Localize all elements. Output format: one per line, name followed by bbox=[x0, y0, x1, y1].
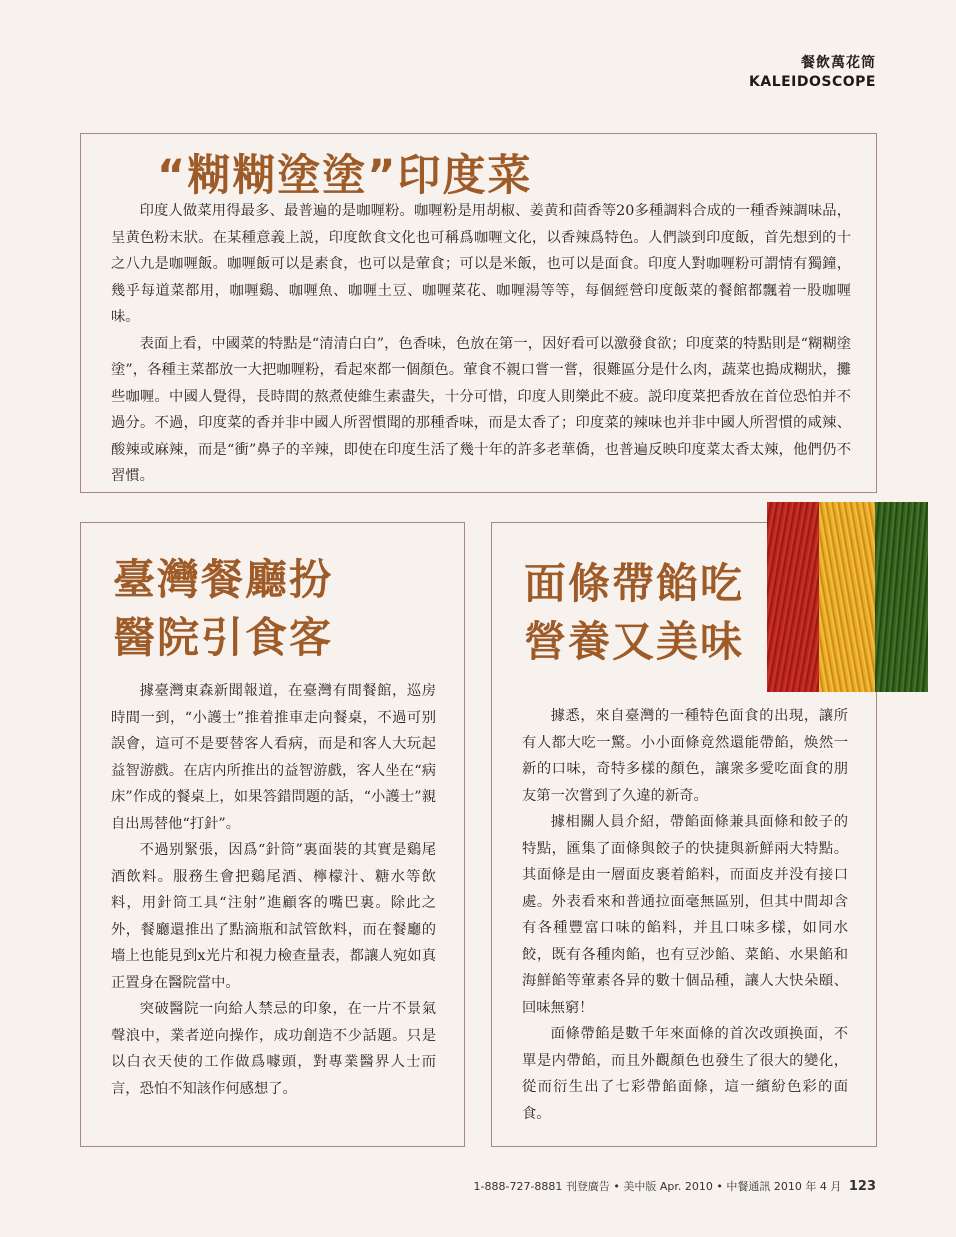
yellow-noodles bbox=[819, 502, 875, 692]
footer-info: 1-888-727-8881 刊登廣告 • 美中版 Apr. 2010 • 中餐通訊 2010 年 4 月 bbox=[473, 1180, 842, 1193]
section-name-english: KALEIDOSCOPE bbox=[749, 74, 876, 90]
paragraph: 表面上看，中國菜的特點是“清清白白”，色香味，色放在第一，因好看可以激發食欲；印度菜的特點則是“糊糊塗塗”，各種主菜都放一大把咖喱粉，看起來都一個顏色。葷食不親口嘗一嘗，很難區分是什么肉，蔬菜也搗成糊狀，攤些咖喱。中國人覺得，長時間的熬煮使維生素盡失，十分可惜，印度人則樂此不疲。説印度菜把香放在首位恐怕并不過分。不過，印度菜的香并非中國人所習慣聞的那種香味，而是太香了；印度菜的辣味也并非中國人所習慣的咸辣、酸辣或麻辣，而是“衝”鼻子的辛辣，即使在印度生活了幾十年的許多老華僑，也普遍反映印度菜太香太辣，他們仍不習慣。 bbox=[111, 335, 851, 484]
article-title: “糊糊塗塗”印度菜 bbox=[157, 151, 533, 201]
title-line: 營養又美味 bbox=[524, 617, 745, 666]
red-noodles bbox=[767, 502, 819, 692]
paragraph: 據悉，來自臺灣的一種特色面食的出現，讓所有人都大吃一驚。小小面條竟然還能帶餡，焕然一新的口味，奇特多樣的顏色，讓衆多愛吃面食的朋友第一次嘗到了久違的新奇。 bbox=[522, 708, 848, 804]
paragraph: 據相關人員介紹，帶餡面條兼具面條和餃子的特點，匯集了面條與餃子的快捷與新鮮兩大特點。其面條是由一層面皮裹着餡料，而面皮并没有接口處。外表看來和普通拉面毫無區别，但其中間却含有各種豐富口味的餡料，并且口味多樣，如同水餃，既有各種肉餡，也有豆沙餡、菜餡、水果餡和海鮮餡等葷素各异的數十個品種，讓人大快朵頤、回味無窮！ bbox=[522, 814, 848, 1016]
title-line: 臺灣餐廳扮 bbox=[113, 555, 334, 604]
article-body bbox=[522, 703, 848, 1127]
title-line: 面條帶餡吃 bbox=[524, 559, 745, 608]
page-footer bbox=[474, 1178, 876, 1194]
paragraph: 據臺灣東森新聞報道，在臺灣有間餐館，巡房時間一到，“小護士”推着推車走向餐桌，不過可别誤會，這可不是要替客人看病，而是和客人大玩起益智游戲。在店内所推出的益智游戲，客人坐在“病床”作成的餐桌上，如果答錯問題的話，“小護士”親自出馬替他“打針”。 bbox=[111, 683, 436, 832]
paragraph: 印度人做菜用得最多、最普遍的是咖喱粉。咖喱粉是用胡椒、姜黄和茴香等20多種調料合成的一種香辣調味品，呈黄色粉末狀。在某種意義上説，印度飲食文化也可稱爲咖喱文化，以香辣爲特色。人們談到印度飯，首先想到的十之八九是咖喱飯。咖喱飯可以是素食，也可以是葷食；可以是米飯，也可以是面食。印度人對咖喱粉可謂情有獨鐘，幾乎每道菜都用，咖喱鷄、咖喱魚、咖喱土豆、咖喱菜花、咖喱湯等等，每個經營印度飯菜的餐館都飄着一股咖喱味。 bbox=[111, 203, 851, 325]
section-header bbox=[749, 52, 876, 90]
page-number: 123 bbox=[848, 1179, 876, 1194]
article-hospital-restaurant bbox=[80, 522, 465, 1147]
paragraph: 不過别緊張，因爲“針筒”裏面裝的其實是鷄尾酒飲料。服務生會把鷄尾酒、檸檬汁、糖水等飲料，用針筒工具“注射”進顧客的嘴巴裏。除此之外，餐廳還推出了點滴瓶和試管飲料，而在餐廳的墻上也能見到x光片和視力檢查量表，都讓人宛如真正置身在醫院當中。 bbox=[111, 842, 436, 991]
article-indian-cuisine bbox=[80, 133, 877, 493]
green-noodles bbox=[875, 502, 928, 692]
paragraph: 突破醫院一向給人禁忌的印象，在一片不景氣聲浪中，業者逆向操作，成功創造不少話題。只是以白衣天使的工作做爲噱頭，對專業醫界人士而言，恐怕不知該作何感想了。 bbox=[111, 1001, 436, 1097]
article-body bbox=[111, 198, 851, 490]
paragraph: 面條帶餡是數千年來面條的首次改頭换面，不單是内帶餡，而且外觀顏色也發生了很大的變化，從而衍生出了七彩帶餡面條，這一繽紛色彩的面食。 bbox=[522, 1026, 848, 1122]
section-name-chinese: 餐飲萬花筒 bbox=[801, 55, 876, 71]
colorful-noodles-photo bbox=[767, 502, 928, 692]
title-line: 醫院引食客 bbox=[113, 613, 334, 662]
article-body bbox=[111, 678, 436, 1102]
article-title bbox=[113, 551, 333, 667]
article-title bbox=[524, 555, 744, 671]
